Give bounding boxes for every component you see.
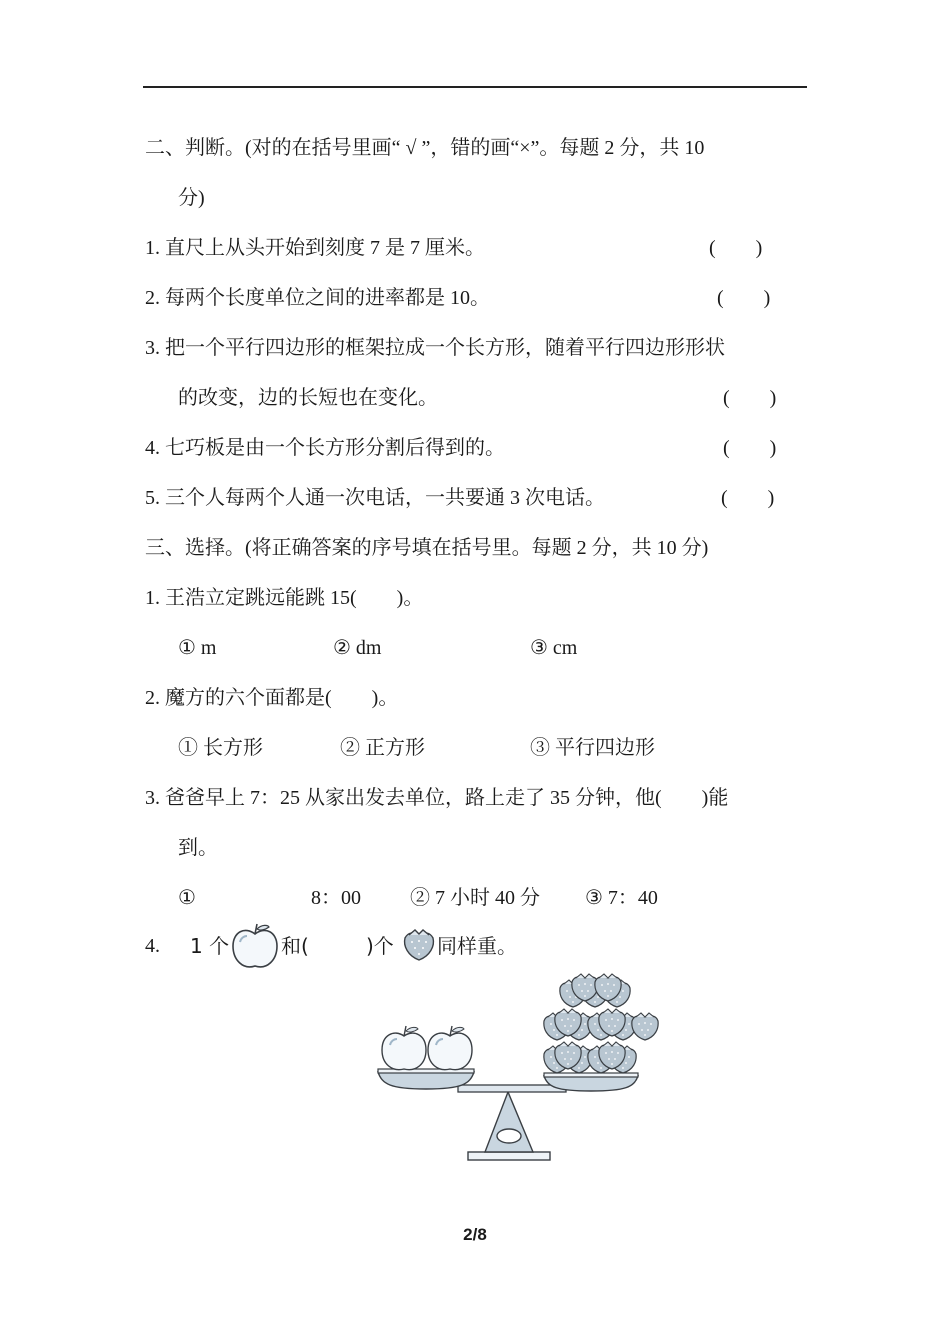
section2-title: 二、判断。(对的在括号里画“ √ ”，错的画“×”。每题 2 分，共 10 [145,137,705,159]
page-number: 2/8 [463,1225,487,1244]
choice-q2-option-1[interactable]: ① 长方形 [178,737,263,759]
choice-q3-stem-cont: 到。 [178,837,218,859]
answer-paren-1[interactable]: ( ) [709,237,763,259]
judge-item-4: 4. 七巧板是由一个长方形分割后得到的。 [145,437,505,459]
answer-paren-3[interactable]: ( ) [723,387,777,409]
judge-item-5: 5. 三个人每两个人通一次电话，一共要通 3 次电话。 [145,487,605,509]
choice-q1-option-1[interactable]: ① m [178,637,217,659]
strawberry-icon [400,926,438,964]
judge-item-3: 3. 把一个平行四边形的框架拉成一个长方形，随着平行四边形形状 [145,337,725,359]
choice-q4-text-1: 1 个 [190,934,230,958]
choice-q3-stem: 3. 爸爸早上 7：25 从家出发去单位，路上走了 35 分钟，他( )能 [145,787,729,809]
choice-q2-option-3[interactable]: ③ 平行四边形 [530,737,655,759]
choice-q3-option-1-marker[interactable]: ① [178,887,196,909]
judge-item-3-cont: 的改变，边的长短也在变化。 [178,387,438,409]
choice-q1-option-2[interactable]: ② dm [333,637,382,659]
section2-title-cont: 分) [178,187,205,209]
choice-q4-answer-blank[interactable]: )个 [366,934,394,958]
choice-q3-option-3[interactable]: ③ 7：40 [585,887,658,909]
choice-q2-option-2[interactable]: ② 正方形 [340,737,425,759]
choice-q1-stem: 1. 王浩立定跳远能跳 15( )。 [145,587,424,609]
choice-q2-stem: 2. 魔方的六个面都是( )。 [145,687,399,709]
header-rule [143,86,807,88]
choice-q3-option-2[interactable]: ② 7 小时 40 分 [410,887,540,909]
choice-q4-text-2: 和( [281,934,309,958]
answer-paren-2[interactable]: ( ) [717,287,771,309]
section3-title: 三、选择。(将正确答案的序号填在括号里。每题 2 分，共 10 分) [145,537,709,559]
answer-paren-5[interactable]: ( ) [721,487,775,509]
apple-icon [229,920,281,972]
choice-q1-option-3[interactable]: ③ cm [530,637,578,659]
judge-item-2: 2. 每两个长度单位之间的进率都是 10。 [145,287,490,309]
answer-paren-4[interactable]: ( ) [723,437,777,459]
choice-q3-option-1[interactable]: 8：00 [311,887,361,909]
choice-q4-text-3: 同样重。 [437,934,517,958]
judge-item-1: 1. 直尺上从头开始到刻度 7 是 7 厘米。 [145,237,485,259]
choice-q4-number: 4. [145,935,160,957]
balance-scale-figure [370,966,670,1166]
